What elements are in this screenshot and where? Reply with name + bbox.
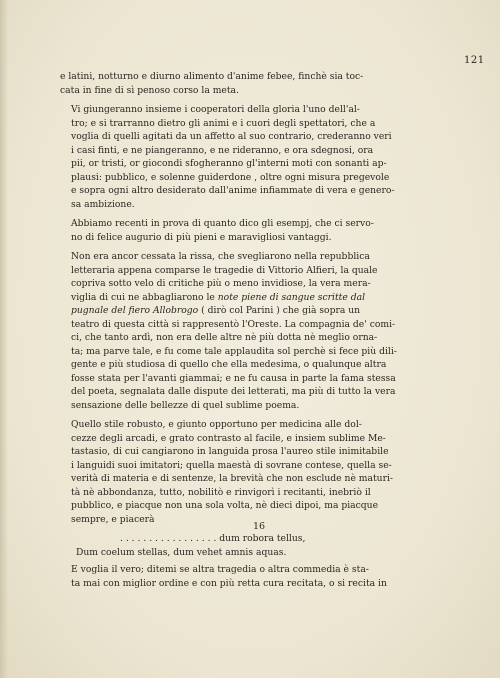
text-line: E voglia il vero; ditemi se altra tragedia o altra commedia è sta- [71, 564, 369, 575]
paragraph-5 [60, 418, 438, 526]
text-line: pugnale del fiero Allobrogo ( dirò col Parini ) che già sopra un [71, 305, 361, 316]
text-line: i languidi suoi imitatori; quella maestà di sovrane contese, quella se- [71, 459, 392, 471]
text-line: fosse stata per l'avanti giammai; e ne fu causa in parte la fama stessa [71, 372, 396, 384]
text-line: gente e più studiosa di quello che ella medesima, o qualunque altra [71, 359, 387, 370]
text-line: plausi: pubblico, e solenne guiderdone , oltre ogni misura pregevole [71, 171, 390, 183]
paragraph-2 [60, 103, 438, 211]
text-line: sempre, e piacerà [71, 513, 155, 525]
text-line: sa ambizione. [71, 198, 135, 210]
text-line: cezze degli arcadi, e grato contrasto al facile, e insiem sublime Me- [71, 432, 386, 444]
text-line: no di felice augurio di più pieni e maravigliosi vantaggi. [71, 231, 332, 243]
verse-line-1: . . . . . . . . . . . . . . . . . dum robora tellus, [120, 533, 306, 544]
paragraph-3 [60, 217, 438, 244]
verse-line-2: Dum coelum stellas, dum vehet amnis aquas. [76, 546, 287, 558]
page-edge-shadow [0, 0, 8, 678]
text-line: cata in fine di sì penoso corso la meta. [60, 84, 239, 96]
latin-verse [60, 532, 438, 559]
text-line: Non era ancor cessata la rissa, che svegliarono nella repubblica [71, 251, 370, 262]
signature-mark: 16 [253, 521, 266, 532]
text-line: tastasio, di cui cangiarono in languida prosa l'aureo stile inimitabile [71, 446, 389, 457]
text-line: e sopra ogni altro desiderato dall'anime infiammate di vera e genero- [71, 185, 395, 196]
page-number: 121 [464, 55, 485, 66]
text-line: Vi giungeranno insieme i cooperatori della gloria l'uno dell'al- [71, 104, 360, 115]
text-line: Abbiamo recenti in prova di quanto dico gli esempj, che ci servo- [71, 218, 374, 229]
text-line: letteraria appena comparse le tragedie di Vittorio Alfieri, la quale [71, 264, 378, 276]
text-line: tro; e si trarranno dietro gli animi e i cuori degli spettatori, che a [71, 117, 376, 129]
text-line: pubblico, e piacque non una sola volta, nè dieci dipoi, ma piacque [71, 500, 379, 511]
text-line: verità di materia e di sentenze, la brevità che non esclude nè maturi- [71, 473, 394, 484]
text-line: i casi finti, e ne piangeranno, e ne rideranno, e ora sdegnosi, ora [71, 144, 374, 156]
text-line: ta; ma parve tale, e fu come tale applaudita sol perchè si fece più dili- [71, 345, 397, 357]
text-line: copriva sotto velo di critiche più o meno invidiose, la vera mera- [71, 278, 371, 289]
text-line: teatro di questa città si rappresentò l'Oreste. La compagnia de' comi- [71, 318, 396, 330]
text-line: voglia di quelli agitati da un affetto al suo contrario, crederanno veri [71, 131, 392, 142]
text-line: tà nè abbondanza, tutto, nobilitò e rinvigorì i recitanti, inebriò il [71, 486, 371, 498]
text-line: sensazione delle bellezze di quel sublime poema. [71, 399, 300, 411]
body-text [60, 70, 438, 590]
text-line: pii, or tristi, or giocondi sfogheranno gl'interni moti con sonanti ap- [71, 158, 387, 169]
text-line: ci, che tanto ardì, non era delle altre nè più dotta nè meglio orna- [71, 332, 378, 343]
text-line: ta mai con miglior ordine e con più retta cura recitata, o si recita in [71, 577, 387, 589]
paragraph-4 [60, 250, 438, 412]
italic-quote: note piene di sangue scritte dal [217, 291, 366, 303]
italic-quote: pugnale del fiero Allobrogo [71, 305, 199, 316]
text-line: viglia di cui ne abbagliarono le note piene di sangue scritte dal [71, 291, 366, 303]
paragraph-1 [60, 70, 438, 97]
text-line: Quello stile robusto, e giunto opportuno per medicina alle dol- [71, 419, 362, 430]
text-line: del poeta, segnalata dalle dispute dei letterati, ma più di tutto la vera [71, 386, 396, 397]
paragraph-6 [60, 563, 438, 590]
text-line: e latini, notturno e diurno alimento d'anime febee, finchè sia toc- [60, 71, 364, 82]
